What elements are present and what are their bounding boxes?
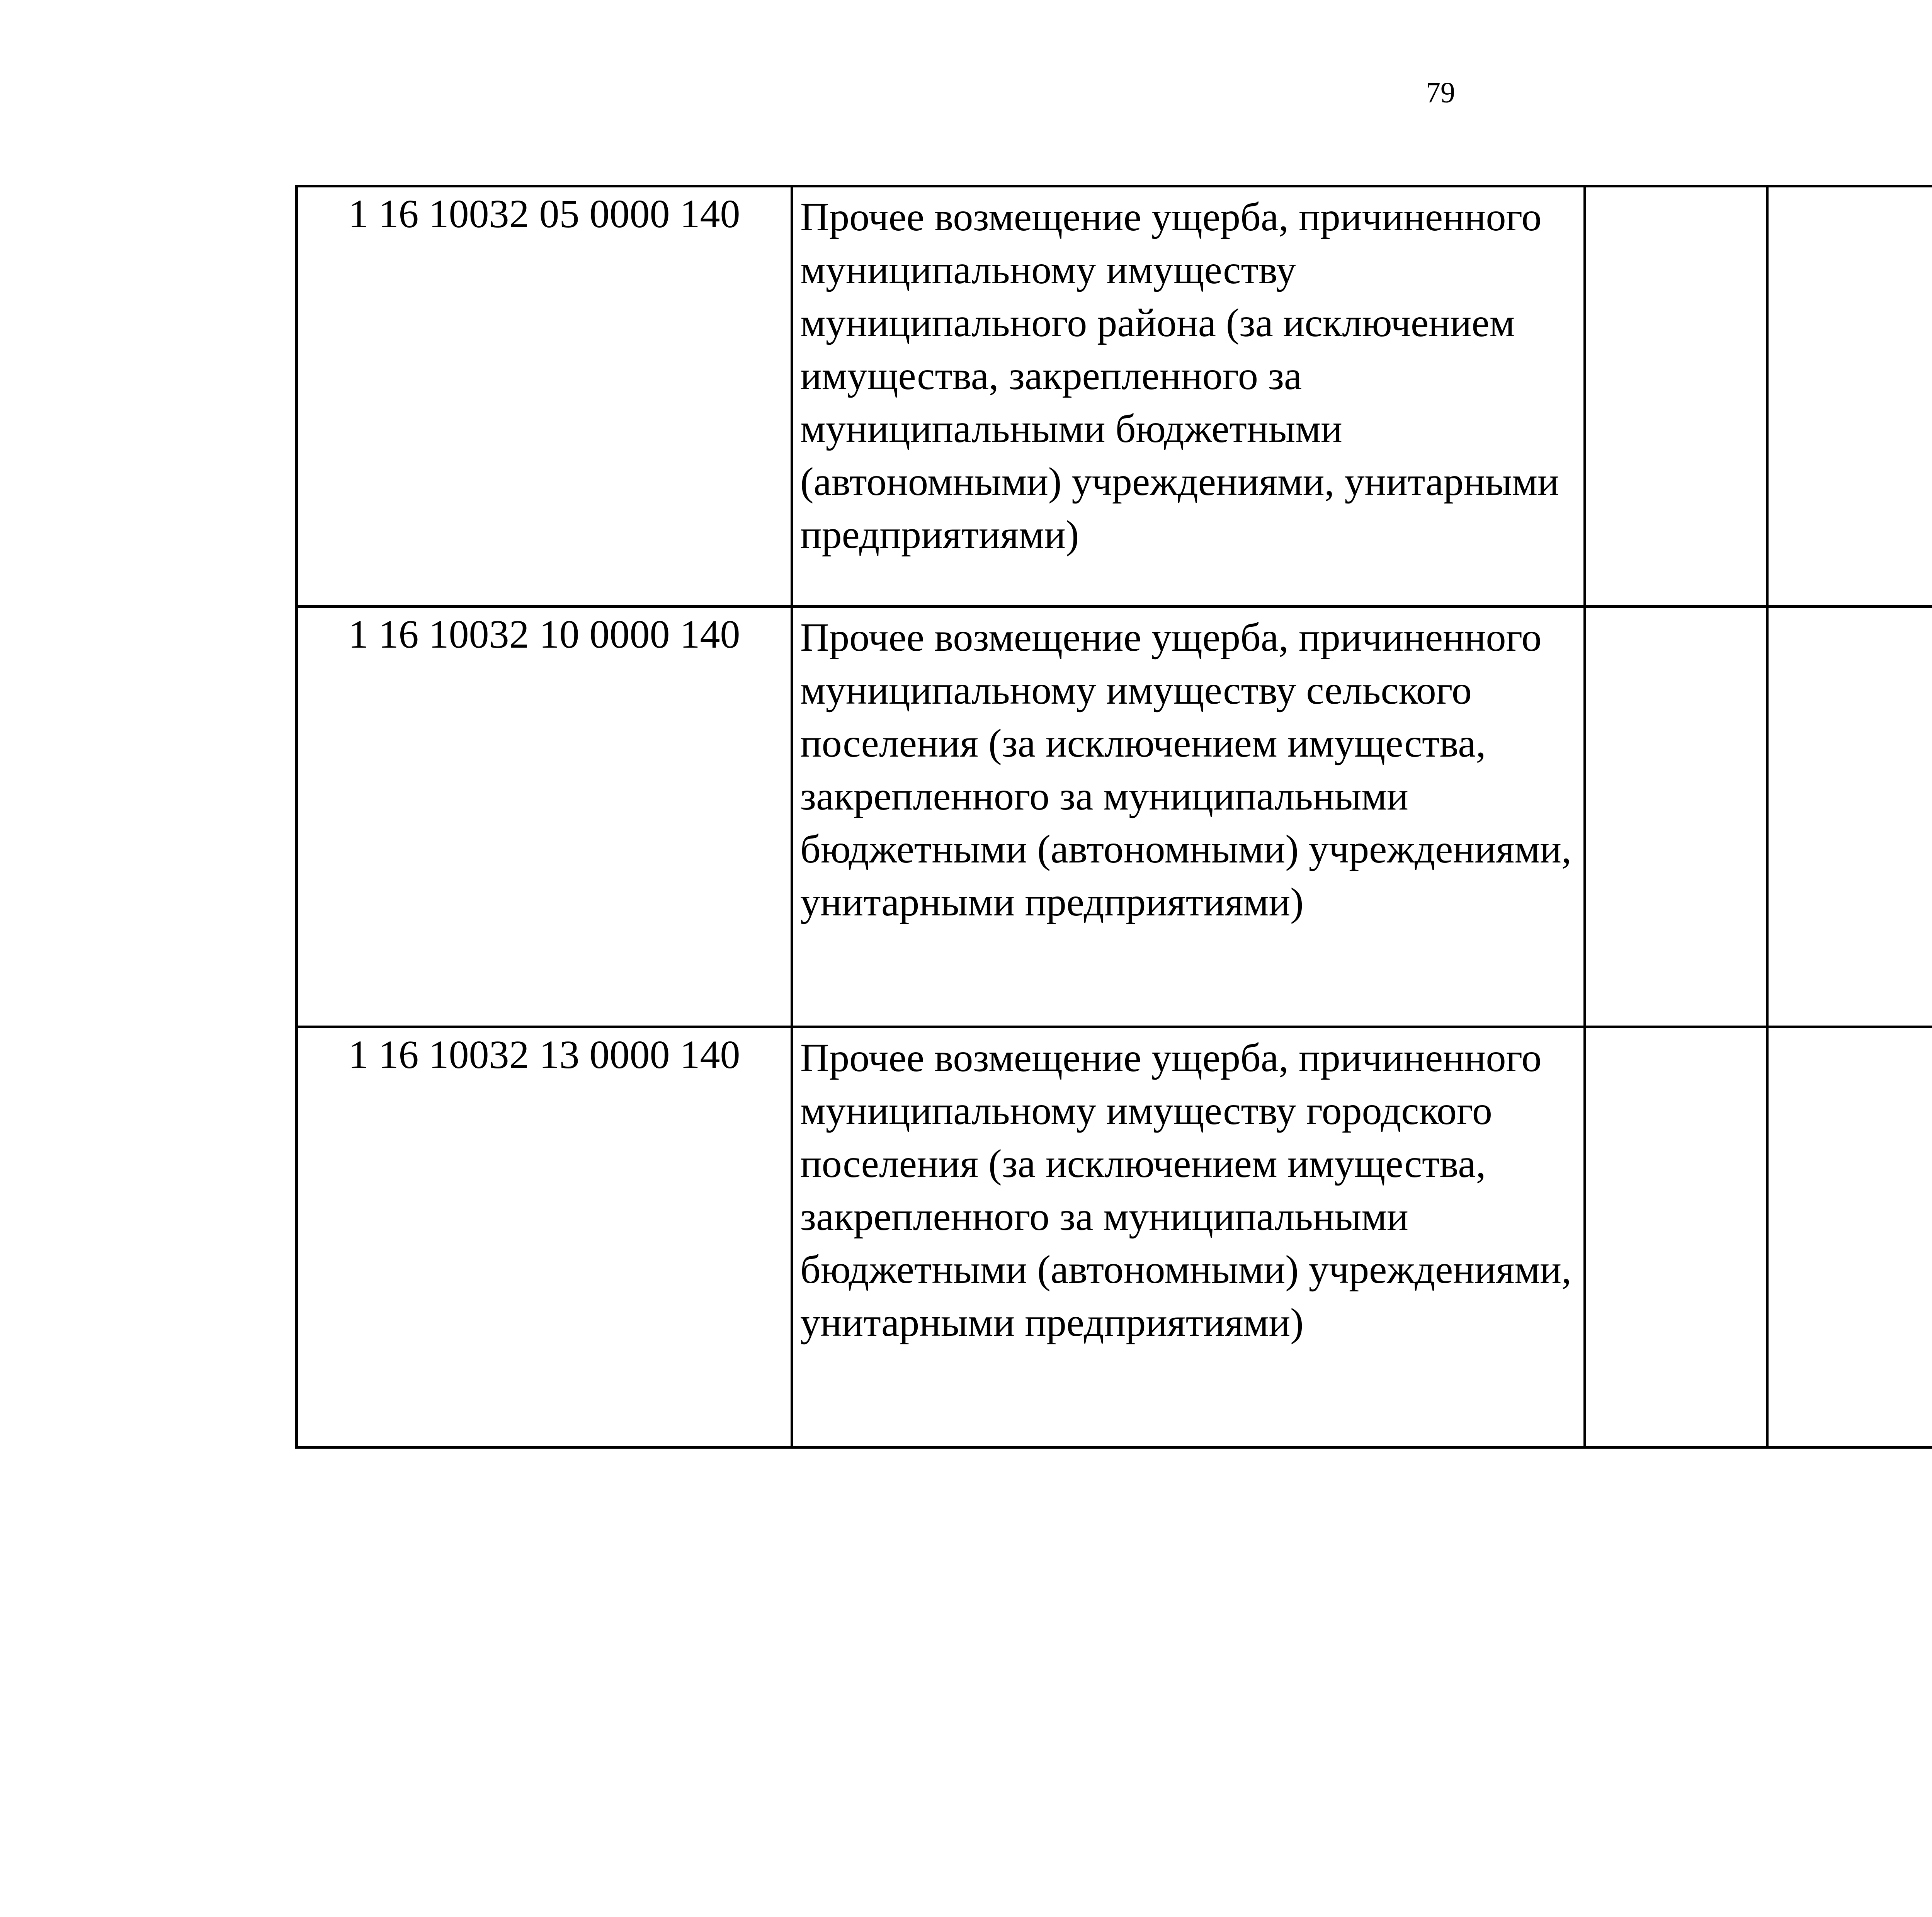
description-cell: Прочее возмещение ущерба, причиненного муниципальному имуществу городского поселения (за исключением имущества, закрепленного за муниципальными бюджетными (автономными) учреждениями, унитарными предприятиями)	[792, 1027, 1585, 1448]
page-number: 79	[1426, 77, 1455, 109]
value-cell-2	[1767, 607, 1932, 1027]
value-cell-1	[1585, 607, 1767, 1027]
table-row	[297, 1027, 1932, 1448]
description-cell: Прочее возмещение ущерба, причиненного муниципальному имуществу сельского поселения (за исключением имущества, закрепленного за муниципальными бюджетными (автономными) учреждениями, унитарными предприятиями)	[792, 607, 1585, 1027]
budget-code-cell: 1 16 10032 13 0000 140	[297, 1027, 792, 1448]
budget-code-cell: 1 16 10032 05 0000 140	[297, 186, 792, 607]
value-cell-1	[1585, 1027, 1767, 1448]
budget-classification-table	[295, 185, 1932, 1449]
value-cell-1	[1585, 186, 1767, 607]
budget-code-cell: 1 16 10032 10 0000 140	[297, 607, 792, 1027]
description-cell: Прочее возмещение ущерба, причиненного муниципальному имуществу муниципального района (за исключением имущества, закрепленного за муниципальными бюджетными (автономными) учреждениями, унитарными предприятиями)	[792, 186, 1585, 607]
table-row	[297, 607, 1932, 1027]
value-cell-2	[1767, 1027, 1932, 1448]
table-row	[297, 186, 1932, 607]
value-cell-2	[1767, 186, 1932, 607]
